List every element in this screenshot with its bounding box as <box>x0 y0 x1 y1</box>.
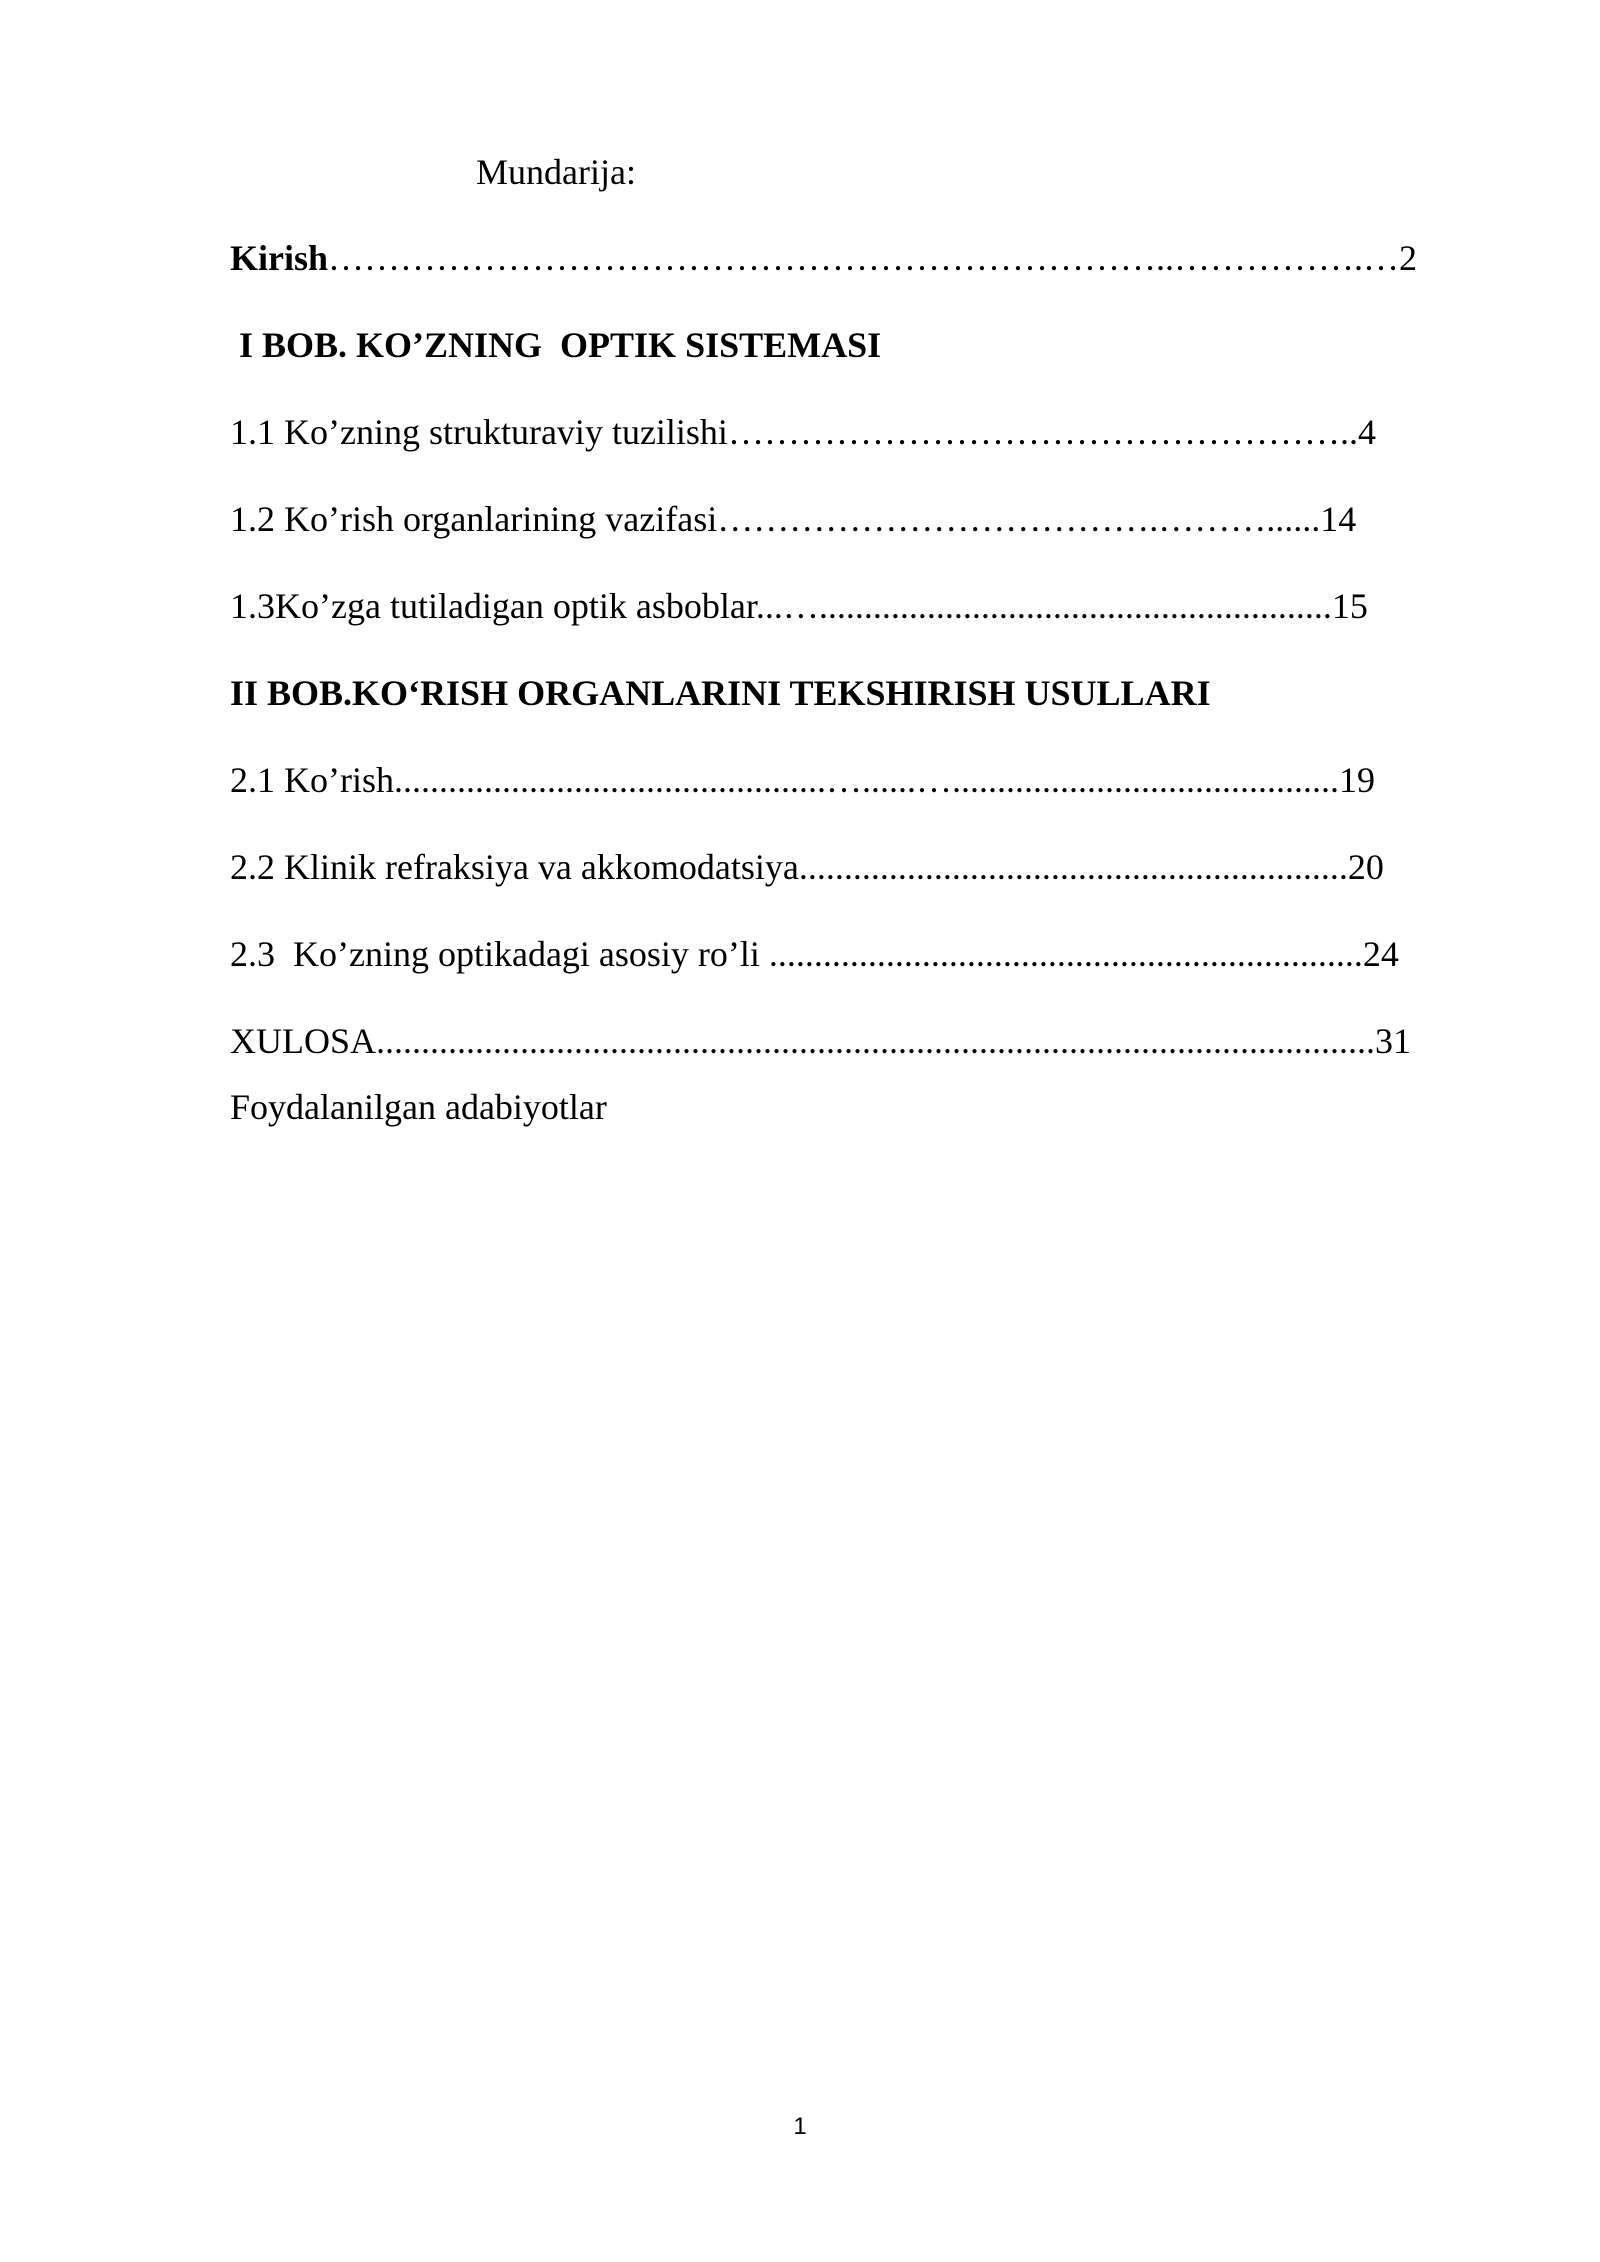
toc-entry-page: 15 <box>1331 586 1368 626</box>
toc-entry-label: 2.2 Klinik refraksiya va akkomodatsiya <box>230 847 799 887</box>
toc-entry-1-3 <box>230 584 1368 628</box>
toc-entry-page: 24 <box>1362 934 1399 974</box>
toc-entry-1-2 <box>230 497 1356 541</box>
toc-entry-leader: ……………………………….………...... <box>717 499 1321 539</box>
toc-entry-2-3 <box>230 932 1399 976</box>
toc-entry-label: 2.1 Ko’rish <box>230 760 394 800</box>
toc-title: Mundarija: <box>476 152 636 192</box>
toc-entry-leader: …………………………………………….. <box>727 412 1358 452</box>
toc-entry-xulosa <box>230 1019 1411 1063</box>
toc-entry-page: 19 <box>1339 760 1375 800</box>
toc-entry-2-2 <box>230 845 1384 889</box>
toc-entry-page: 14 <box>1320 499 1357 539</box>
toc-entry-leader: ...…......................................................... <box>755 586 1332 626</box>
toc-entry-label: XULOSA <box>230 1021 377 1061</box>
toc-entry-page: 2 <box>1399 238 1418 278</box>
toc-entry-page: 20 <box>1347 847 1384 887</box>
toc-entry-page: 4 <box>1357 412 1376 452</box>
toc-entry-kirish <box>230 236 1417 280</box>
toc-entry-1-1 <box>230 410 1376 454</box>
toc-entry-label: Kirish <box>230 238 329 278</box>
toc-entry-2-1 <box>230 758 1375 802</box>
toc-entry-leader: ............................................................................................................... <box>376 1021 1376 1061</box>
toc-entry-label: 1.2 Ko’rish organlarining vazifasi <box>230 499 718 539</box>
toc-entry-label: 1.1 Ko’zning strukturaviy tuzilishi <box>230 412 728 452</box>
toc-entry-leader: ............................................................. <box>798 847 1348 887</box>
toc-entry-leader: ................................................…......…........................................... <box>394 760 1339 800</box>
toc-entry-label: 1.3Ko’zga tutiladigan optik asboblar <box>230 586 756 626</box>
toc-entry-page: 31 <box>1375 1021 1412 1061</box>
toc-entry-label: 2.3 Ko’zning optikadagi asosiy ro’li <box>230 934 769 974</box>
toc-chapter-1-heading: I BOB. KO’ZNING OPTIK SISTEMASI <box>230 325 882 365</box>
toc-entry-leader: .................................................................. <box>768 934 1363 974</box>
toc-chapter-2-heading: II BOB.KO‘RISH ORGANLARINI TEKSHIRISH USULLARI <box>230 673 1211 713</box>
toc-entry-references: Foydalanilgan adabiyotlar <box>230 1087 607 1127</box>
page-number: 1 <box>793 2113 807 2140</box>
toc-entry-leader: ……………………………………………………………..…………….… <box>328 238 1400 278</box>
